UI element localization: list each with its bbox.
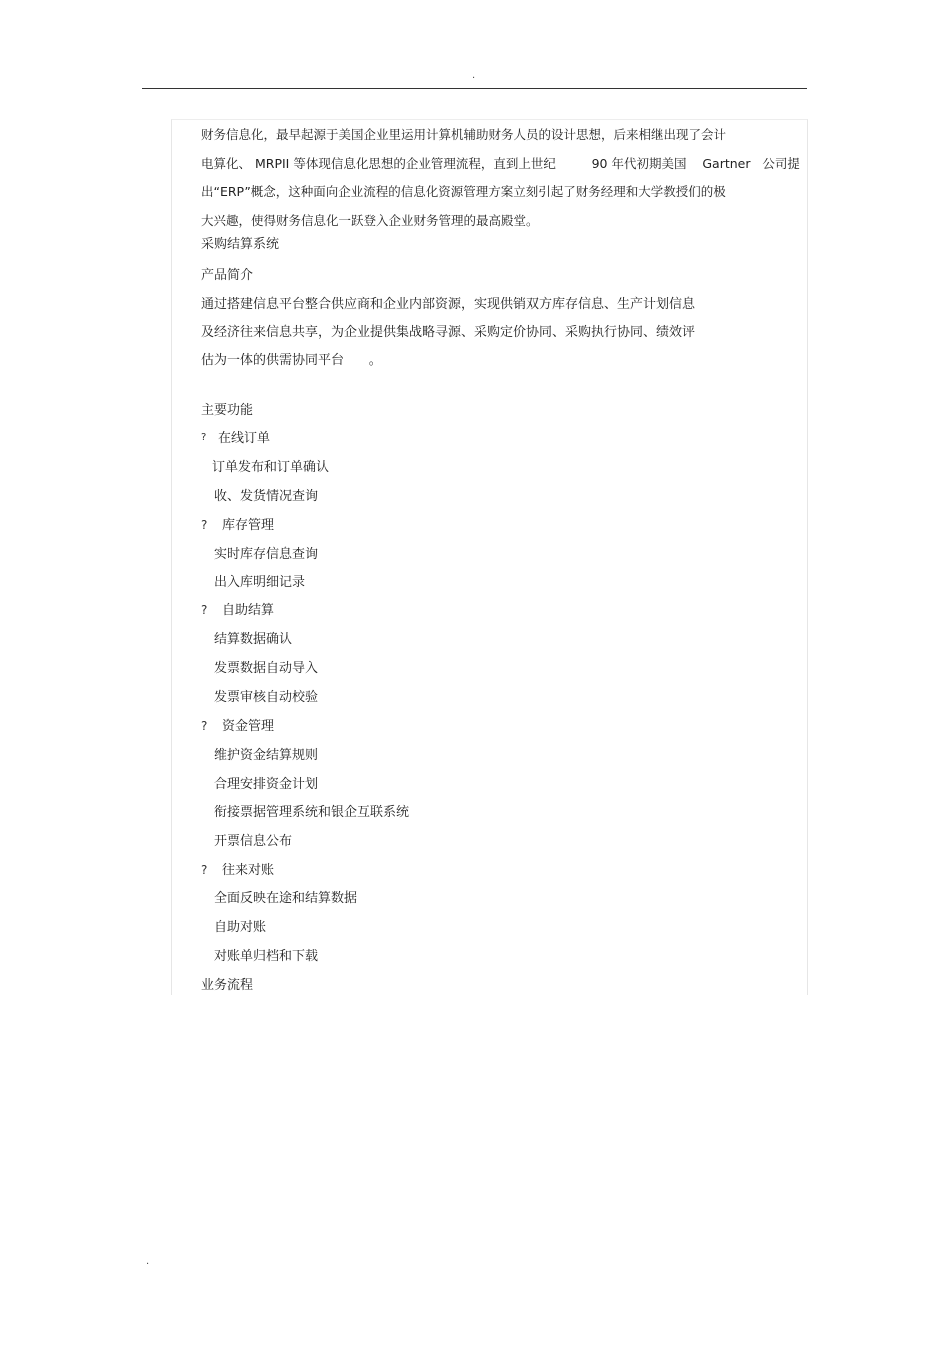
bullet-icon: ?	[201, 863, 208, 877]
feature-item: 订单发布和订单确认	[212, 460, 330, 475]
feature-title-fund-management: 资金管理	[222, 719, 275, 734]
intro-line-4: 大兴趣，使得财务信息化一跃登入企业财务管理的最高殿堂。	[201, 213, 539, 228]
bullet-icon: ?	[201, 432, 207, 443]
feature-item: 结算数据确认	[214, 632, 293, 647]
feature-item: 合理安排资金计划	[214, 777, 319, 792]
system-title: 采购结算系统	[201, 237, 280, 252]
feature-title-inventory: 库存管理	[222, 518, 275, 533]
bullet-icon: ?	[201, 719, 208, 733]
feature-title-reconciliation: 往来对账	[222, 863, 275, 878]
process-heading: 业务流程	[201, 978, 254, 993]
feature-item: 收、发货情况查询	[214, 489, 319, 504]
product-line-3: 估为一体的供需协同平台 。	[201, 353, 382, 368]
features-heading: 主要功能	[201, 403, 254, 418]
feature-item: 全面反映在途和结算数据	[214, 891, 358, 906]
feature-item: 发票审核自动校验	[214, 690, 319, 705]
bullet-icon: ?	[201, 518, 208, 532]
feature-item: 维护资金结算规则	[214, 748, 319, 763]
feature-item: 实时库存信息查询	[214, 547, 319, 562]
bullet-icon: ?	[201, 603, 208, 617]
product-heading: 产品简介	[201, 268, 254, 283]
product-line-2: 及经济往来信息共享，为企业提供集战略寻源、采购定价协同、采购执行协同、绩效评	[201, 325, 696, 340]
feature-title-online-order: 在线订单	[218, 431, 271, 446]
feature-item: 衔接票据管理系统和银企互联系统	[214, 805, 410, 820]
intro-line-3: 出“ERP”概念，这种面向企业流程的信息化资源管理方案立刻引起了财务经理和大学教授们的极	[201, 184, 726, 199]
feature-item: 开票信息公布	[214, 834, 293, 849]
feature-item: 发票数据自动导入	[214, 661, 319, 676]
product-line-1: 通过搭建信息平台整合供应商和企业内部资源，实现供销双方库存信息、生产计划信息	[201, 297, 696, 312]
intro-line-2: 电算化、 MRPII 等体现信息化思想的企业管理流程，直到上世纪 90 年代初期美国 Gartner 公司提	[201, 156, 800, 171]
feature-title-self-settlement: 自助结算	[222, 603, 275, 618]
feature-item: 自助对账	[214, 920, 267, 935]
header-mark: .	[472, 70, 476, 81]
footer-mark: .	[146, 1256, 150, 1267]
feature-item: 对账单归档和下载	[214, 949, 319, 964]
feature-item: 出入库明细记录	[214, 575, 306, 590]
header-rule	[142, 88, 807, 89]
intro-line-1: 财务信息化，最早起源于美国企业里运用计算机辅助财务人员的设计思想，后来相继出现了会计	[201, 127, 727, 142]
